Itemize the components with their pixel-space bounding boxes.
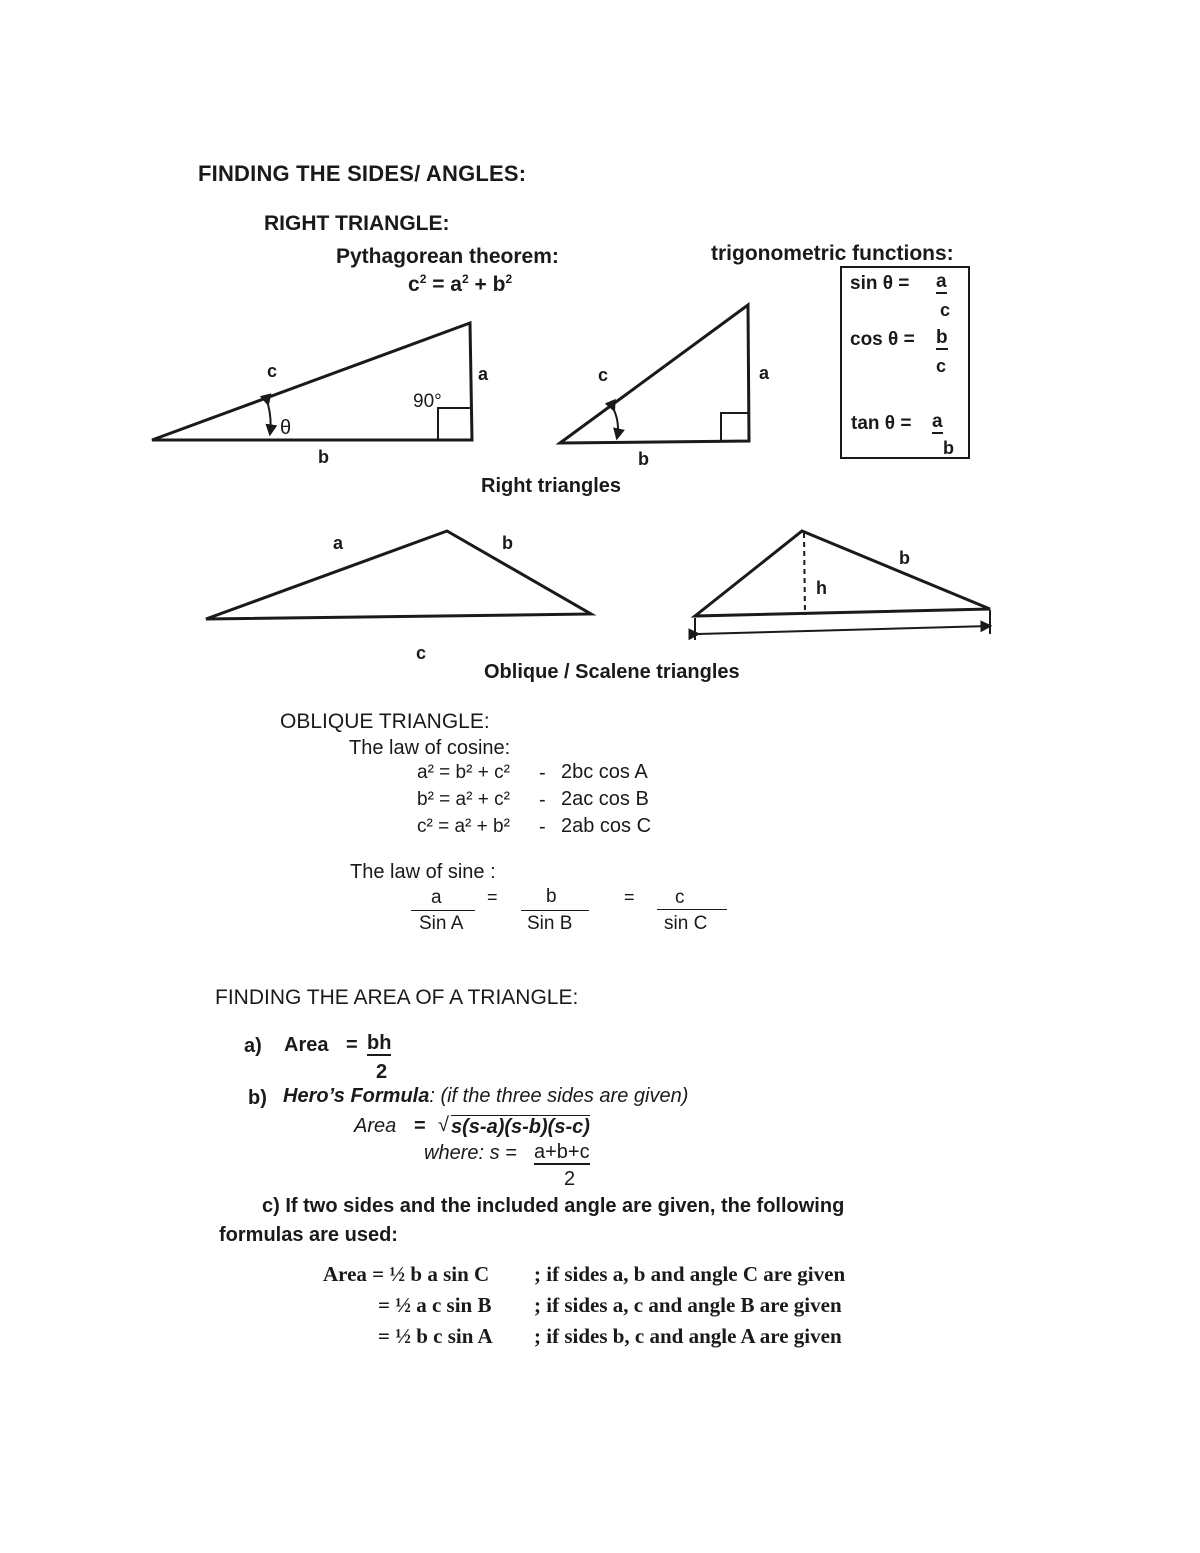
sas-formula-3: = ½ b c sin A	[378, 1324, 493, 1348]
cosine-law-b-rhs: 2ac cos B	[561, 788, 649, 810]
sas-formula-1: Area = ½ b a sin C	[323, 1262, 490, 1286]
right-triangles-caption: Right triangles	[481, 475, 622, 497]
cosine-law-c-lhs: c² = a² + b²	[417, 816, 510, 837]
right-triangle-2	[560, 305, 749, 443]
cosine-law-b-lhs: b² = a² + c²	[417, 789, 510, 810]
sin-lhs: sin θ =	[850, 273, 910, 294]
cosine-law-c-rhs: 2ab cos C	[561, 815, 652, 837]
heron-area-label: Area	[354, 1115, 397, 1137]
sin-numerator: a	[936, 271, 947, 292]
right-triangle-heading: RIGHT TRIANGLE:	[264, 212, 450, 235]
d3-label-a: a	[333, 533, 344, 553]
d1-right-angle: 90°	[413, 391, 442, 412]
sine-n3: c	[675, 887, 685, 908]
sine-d2: Sin B	[527, 913, 573, 934]
heron-root-symbol: √	[438, 1114, 449, 1136]
sas-condition-1: ; if sides a, b and angle C are given	[534, 1262, 846, 1286]
pythagorean-label: Pythagorean theorem:	[336, 245, 559, 268]
sas-condition-2: ; if sides a, c and angle B are given	[534, 1293, 842, 1317]
d2-label-c: c	[598, 365, 609, 385]
cosine-law-b-op: -	[539, 789, 546, 811]
right-triangle-1	[152, 323, 472, 440]
area-heading: FINDING THE AREA OF A TRIANGLE:	[215, 986, 579, 1009]
d1-theta: θ	[280, 417, 292, 439]
herons-formula-title: Hero’s Formula	[283, 1085, 430, 1107]
cosine-law-a-lhs: a² = b² + c²	[417, 762, 510, 783]
heron-s-numerator: a+b+c	[534, 1141, 590, 1163]
sine-n2: b	[546, 886, 557, 907]
heron-formula: s(s-a)(s-b)(s-c)	[451, 1116, 590, 1138]
sine-d1: Sin A	[419, 913, 464, 934]
law-of-cosine-label: The law of cosine:	[349, 737, 511, 759]
sin-denominator: c	[940, 300, 951, 320]
cos-denominator: c	[936, 356, 947, 376]
sine-n1: a	[431, 887, 442, 908]
sine-fraction-line-2	[521, 910, 589, 911]
oblique-triangle-1	[206, 531, 591, 619]
d2-label-b: b	[638, 449, 649, 469]
herons-formula-note: : (if the three sides are given)	[429, 1085, 689, 1107]
d3-label-b: b	[502, 533, 513, 553]
area-b-marker: b)	[248, 1087, 267, 1109]
trig-functions-label: trigonometric functions:	[711, 242, 954, 265]
tan-numerator: a	[932, 411, 943, 432]
d2-label-a: a	[759, 363, 770, 383]
d1-label-b: b	[318, 447, 329, 467]
area-a-denominator: 2	[376, 1061, 388, 1083]
area-a-equals: =	[346, 1034, 358, 1056]
herons-formula-heading	[283, 1086, 688, 1106]
d1-label-c: c	[267, 361, 278, 381]
law-of-sine-label: The law of sine :	[350, 861, 496, 883]
cos-numerator: b	[936, 327, 948, 348]
sine-fraction-line-3	[657, 909, 727, 910]
d4-label-b: b	[899, 548, 910, 568]
sine-eq1: =	[487, 887, 498, 907]
sas-condition-3: ; if sides b, c and angle A are given	[534, 1324, 842, 1348]
cosine-law-a-rhs: 2bc cos A	[561, 761, 648, 783]
d1-label-a: a	[478, 364, 489, 384]
area-a-label: Area	[284, 1034, 329, 1056]
tan-denominator: b	[943, 438, 954, 458]
sine-eq2: =	[624, 887, 635, 907]
oblique-triangle-2	[695, 531, 990, 640]
heron-where: where: s =	[424, 1142, 517, 1164]
cosine-law-c-op: -	[539, 816, 546, 838]
area-a-numerator: bh	[367, 1032, 392, 1054]
section-heading-sides-angles: FINDING THE SIDES/ ANGLES:	[198, 161, 527, 186]
cos-lhs: cos θ =	[850, 329, 915, 350]
sine-d3: sin C	[664, 913, 708, 934]
area-c-line1: c) If two sides and the included angle are given, the following	[262, 1195, 845, 1217]
tan-lhs: tan θ =	[851, 413, 912, 434]
oblique-triangle-heading: OBLIQUE TRIANGLE:	[280, 710, 490, 733]
area-c-line2: formulas are used:	[219, 1224, 398, 1246]
area-a-marker: a)	[244, 1035, 262, 1057]
sine-fraction-line-1	[411, 910, 475, 911]
cosine-law-a-op: -	[539, 762, 546, 784]
heron-s-denominator: 2	[564, 1168, 576, 1190]
d3-label-c: c	[416, 643, 427, 663]
pythagorean-formula: $c^2 = a^2 + b^2$	[408, 272, 513, 296]
heron-equals: =	[414, 1115, 426, 1137]
oblique-triangles-caption: Oblique / Scalene triangles	[484, 661, 740, 683]
d4-label-h: h	[816, 578, 827, 598]
sas-formula-2: = ½ a c sin B	[378, 1293, 492, 1317]
